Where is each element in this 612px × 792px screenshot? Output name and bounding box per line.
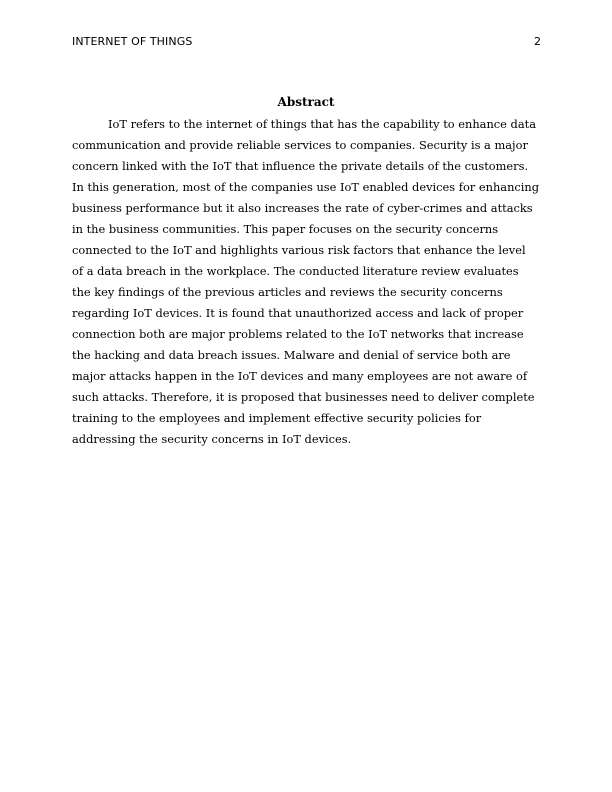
page-number: 2 xyxy=(534,35,541,48)
abstract-paragraph: IoT refers to the internet of things that has the capability to enhance data communication and provide reliable services to companies. Security is a major concern linked with the IoT that influence the private details of the customers. In this generation, most of the companies use IoT enabled devices for enhancing business performance but it also increases the rate of cyber-crimes and attacks in the business communities. This paper focuses on the security concerns connected to the IoT and highlights various risk factors that enhance the level of a data breach in the workplace. The conducted literature review evaluates the key findings of the previous articles and reviews the security concerns regarding IoT devices. It is found that unauthorized access and lack of proper connection both are major problems related to the IoT networks that increase the hacking and data breach issues. Malware and denial of service both are major attacks happen in the IoT devices and many employees are not aware of such attacks. Therefore, it is proposed that businesses need to deliver complete training to the employees and implement effective security policies for addressing the security concerns in IoT devices. xyxy=(72,117,540,446)
running-head: INTERNET OF THINGS xyxy=(72,35,193,48)
abstract-heading: Abstract xyxy=(277,95,335,109)
